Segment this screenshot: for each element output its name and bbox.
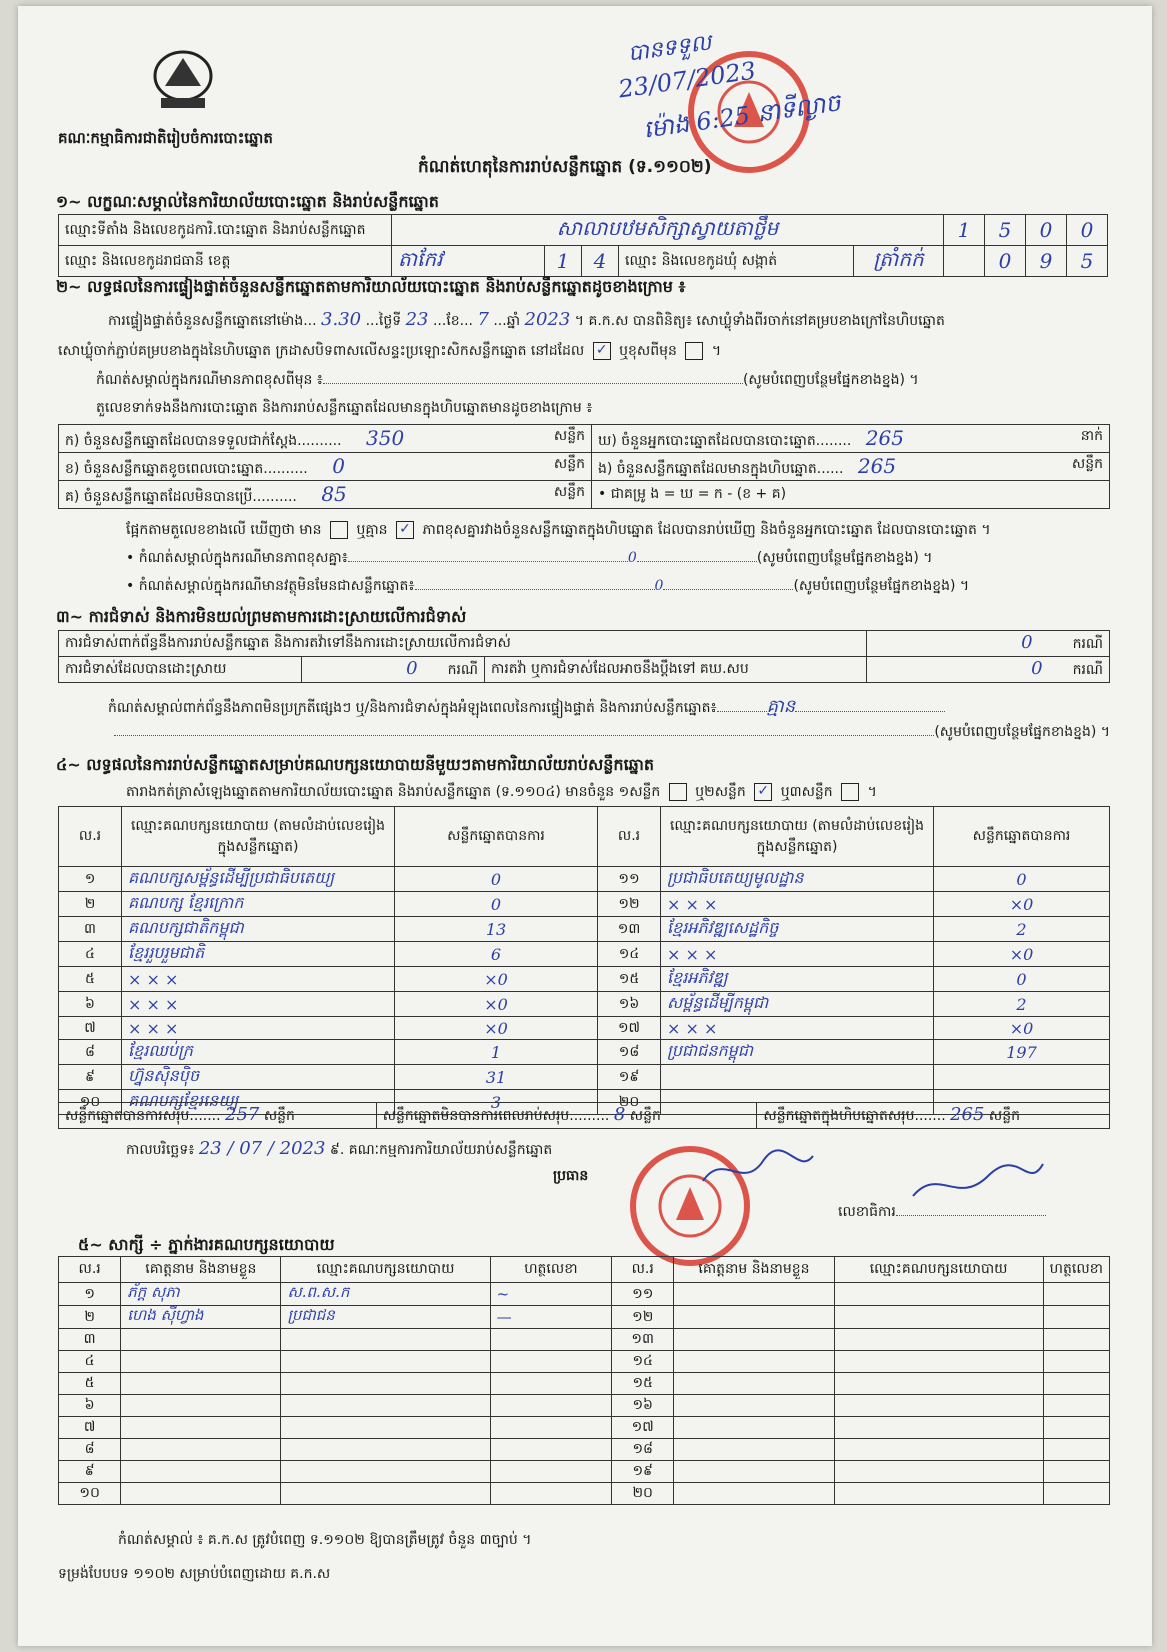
complaints-table: ការជំទាស់ពាក់ព័ន្ធនឹងការរាប់សន្លឹកឆ្នោត និងការតវ៉ាទៅនឹងការដោះស្រាយលើការជំទាស់ 0 ករណី ការជំទាស់ដែលបានដោះស្រាយ 0 ករណី ការតវ៉ា ឬការជំទាស់ដែលអាចនឹងប្តឹងទៅ គឃ.សប 0 ករណី — [58, 630, 1110, 683]
table-cell: ៧ — [59, 1017, 122, 1040]
table-cell — [674, 1373, 834, 1395]
table-cell: ស.ព.ស.ក — [281, 1283, 490, 1306]
province-label: ឈ្មោះ និងលេខកូដរាជធានី ខេត្ត — [59, 246, 392, 277]
table-cell — [674, 1439, 834, 1461]
table-cell — [674, 1483, 834, 1505]
table-row — [59, 1373, 1110, 1395]
table-cell — [661, 1065, 934, 1090]
table-row — [59, 1329, 1110, 1351]
note-different-line: កំណត់សម្គាល់ក្នុងករណីមានភាពខុសពីមុន ៖ (សូមបំពេញបន្ថែមផ្នែកខាងខ្នង) ។ — [96, 372, 919, 388]
table-cell: ខ្មែររួបរួមជាតិ — [122, 942, 395, 967]
table-cell: ១៧ — [598, 1017, 661, 1040]
table-cell: ៣ — [59, 1329, 121, 1351]
table-cell: ១៦ — [612, 1395, 674, 1417]
table-cell: ១៣ — [612, 1329, 674, 1351]
party-results-table: ល.រ ឈ្មោះគណបក្សនយោបាយ (តាមលំដាប់លេខរៀងក្នុងសន្លឹកឆ្នោត) សន្លឹកឆ្នោតបានការ ល.រ ឈ្មោះគណបក្សនយោបាយ (តាមលំដាប់លេខរៀងក្នុងសន្លឹកឆ្នោត) សន្លឹកឆ្នោតបានការ ១ គណបក្សសម្ព័ន្ធដើម្បីប្រជាធិបតេយ្យ 0 ១១ ប្រជាធិបតេយ្យមូលដ្ឋាន 0 ២ គណបក្ស ខ្មែរក្រោក 0 ១២ × × × ×0 ៣ គណបក្សជាតិកម្ពុជា 13 ១៣ ខ្មែរអភិវឌ្ឍសេដ្ឋកិច្ច 2 ៤ ខ្មែររួបរួមជាតិ 6 ១៤ × × × ×0 ៥ × × × ×0 ១៥ ខ្មែរអភិវឌ្ឍ 0 ៦ × × × ×0 ១៦ សម្ព័ន្ធដើម្បីកម្ពុជា 2 ៧ × × × ×0 ១៧ × × × ×0 ៨ ខ្មែរឈប់ក្រ 1 ១៨ ប្រជាជនកម្ពុជា 197 ៩ ហ្វ៊ុនស៊ិនប៉ិច 31 ១៩ ១០ គណបក្សខ្មែរនេយ្យ 3 ២០ — [58, 806, 1110, 1115]
table-cell — [121, 1417, 281, 1439]
table-cell: ១២ — [598, 892, 661, 917]
section-2-heading: ២~ លទ្ធផលនៃការផ្ទៀងផ្ទាត់ចំនួនសន្លឹកឆ្នោតតាមការិយាល័យបោះឆ្នោត និងរាប់សន្លឹកឆ្នោតដូចខាងក្រោម ៖ — [56, 277, 686, 296]
table-cell: ៩ — [59, 1461, 121, 1483]
table-cell — [1043, 1283, 1109, 1306]
table-cell — [121, 1483, 281, 1505]
table-cell — [281, 1395, 490, 1417]
received-time: ម៉ោង 6:25 នាទីល្ងាច — [641, 88, 843, 144]
table-cell — [490, 1395, 611, 1417]
table-cell — [674, 1395, 834, 1417]
table-cell — [121, 1395, 281, 1417]
table-cell — [834, 1351, 1043, 1373]
table-cell: ១៧ — [612, 1417, 674, 1439]
table-cell: ៨ — [59, 1439, 121, 1461]
secretary-signature — [908, 1156, 1048, 1216]
table-cell: ១៩ — [612, 1461, 674, 1483]
table-cell — [834, 1373, 1043, 1395]
table-cell — [1043, 1329, 1109, 1351]
table-cell — [1043, 1395, 1109, 1417]
table-cell: ២០ — [598, 1090, 661, 1115]
table-cell: 6 — [395, 942, 598, 967]
checkbox-1-page[interactable] — [669, 783, 687, 801]
table-cell: ×0 — [934, 942, 1110, 967]
table-cell: ១៣ — [598, 917, 661, 942]
irregularity-note: កំណត់សម្គាល់ពាក់ព័ន្ធនឹងភាពមិនប្រក្រតីផ្សេងៗ ឬ/និងការជំទាស់ក្នុងអំឡុងពេលនៃការផ្ទៀងផ្ទាត់ និងការរាប់សន្លឹកឆ្នោត៖ គ្មាន — [108, 694, 945, 721]
table-cell: ១០ — [59, 1483, 121, 1505]
table-cell: ៧ — [59, 1417, 121, 1439]
table-cell — [834, 1483, 1043, 1505]
table-cell: ៤ — [59, 1351, 121, 1373]
table-cell — [281, 1351, 490, 1373]
checkbox-different[interactable] — [685, 342, 703, 360]
table-cell — [1043, 1373, 1109, 1395]
table-cell: ប្រជាធិបតេយ្យមូលដ្ឋាន — [661, 867, 934, 892]
table-cell — [834, 1283, 1043, 1306]
section-5-heading: ៥~ សាក្សី ÷ ភ្នាក់ងារគណបក្សនយោបាយ — [78, 1235, 335, 1254]
table-cell: គណបក្សខ្មែរនេយ្យ — [122, 1090, 395, 1115]
secretary-line: លេខាធិការ — [838, 1202, 1046, 1223]
table-cell: ភ័ក្ត សុភា — [121, 1283, 281, 1306]
table-cell: × × × — [122, 992, 395, 1017]
polling-station-name: សាលាបឋមសិក្សាស្វាយតាថ្លឹម — [392, 215, 944, 246]
table-cell: ១៥ — [612, 1373, 674, 1395]
table-row — [59, 1461, 1110, 1483]
table-cell: ១០ — [59, 1090, 122, 1115]
table-row — [59, 1351, 1110, 1373]
table-cell: 2 — [934, 917, 1110, 942]
footer-note: កំណត់សម្គាល់ ៖ គ.ក.ស ត្រូវបំពេញ ទ.១១០២ ឱ្យបានត្រឹមត្រូវ ចំនួន ៣ច្បាប់ ។ — [118, 1532, 532, 1548]
table-cell — [281, 1483, 490, 1505]
table-cell: ហ្វ៊ុនស៊ិនប៉ិច — [122, 1065, 395, 1090]
table-cell: 0 — [395, 867, 598, 892]
table-cell: ១៤ — [598, 942, 661, 967]
seal-statement: សោឃ្លុំចាក់ភ្ជាប់គម្របខាងក្នុងនៃហិបឆ្នោត ក្រដាសបិទពាសលើសន្ទះប្រឡោះសិកសន្លឹកឆ្នោត នៅដដែល ✓ ឬខុសពីមុន ។ — [58, 342, 722, 359]
discrepancy-line: ផ្អែកតាមតួលេខខាងលើ ឃើញថា មាន ឬគ្មាន ✓ ភាពខុសគ្នារវាងចំនួនសន្លឹកឆ្នោតក្នុងហិបឆ្នោត ដែលបានរាប់ឃើញ និងចំនួនអ្នកបោះឆ្នោត ដែលបានបោះឆ្នោត ។ — [126, 521, 991, 538]
table-cell: គណបក្ស ខ្មែរក្រោក — [122, 892, 395, 917]
table-cell — [1043, 1351, 1109, 1373]
table-cell — [490, 1373, 611, 1395]
table-cell: ៤ — [59, 942, 122, 967]
table-cell — [281, 1329, 490, 1351]
table-row — [59, 992, 1110, 1017]
date-line: កាលបរិច្ឆេទ៖ 23 / 07 / 2023 ៩. គណៈកម្មការការិយាល័យរាប់សន្លឹកឆ្នោត — [126, 1138, 553, 1159]
table-cell: × × × — [122, 967, 395, 992]
irregularity-note-line2: (សូមបំពេញបន្ថែមផ្នែកខាងខ្នង) ។ — [58, 722, 1110, 743]
table-row — [59, 1439, 1110, 1461]
table-cell — [121, 1439, 281, 1461]
table-row — [59, 1483, 1110, 1505]
table-cell: ៩ — [59, 1065, 122, 1090]
table-cell: ២ — [59, 892, 122, 917]
table-cell — [674, 1329, 834, 1351]
table-cell: 31 — [395, 1065, 598, 1090]
table-cell — [834, 1329, 1043, 1351]
table-row — [59, 917, 1110, 942]
table-cell — [834, 1395, 1043, 1417]
table-cell: ខ្មែរអភិវឌ្ឍ — [661, 967, 934, 992]
checkbox-2-pages[interactable]: ✓ — [754, 783, 772, 801]
table-cell — [674, 1351, 834, 1373]
table-row — [59, 892, 1110, 917]
table-cell — [121, 1329, 281, 1351]
table-cell — [490, 1417, 611, 1439]
table-page-count: តារាងកត់ត្រាសំឡេងឆ្នោតតាមការិយាល័យបោះឆ្នោត និងរាប់សន្លឹកឆ្នោត (ទ.១១០៤) មានចំនួន ១សន្លឹក ឬ២សន្លឹក ✓ ឬ៣សន្លឹក ។ — [126, 783, 877, 800]
table-cell: ១៩ — [598, 1065, 661, 1090]
table-cell: 197 — [934, 1040, 1110, 1065]
table-row — [59, 1395, 1110, 1417]
table-row — [59, 1417, 1110, 1439]
received-date: 23/07/2023 — [616, 56, 758, 104]
form-title: កំណត់ហេតុនៃការរាប់សន្លឹកឆ្នោត (ទ.១១០២) — [418, 157, 712, 177]
table-row — [59, 1283, 1110, 1306]
chairman-label: ប្រធាន — [553, 1168, 589, 1184]
witness-table: ល.រ គោត្តនាម និងនាមខ្លួន ឈ្មោះគណបក្សនយោបាយ ហត្ថលេខា ល.រ គោត្តនាម និងនាមខ្លួន ឈ្មោះគណបក្សនយោបាយ ហត្ថលេខា ១ ភ័ក្ត សុភា ស.ព.ស.ក ~ ១១ ២ ហេង ស៊ីហ្វាង ប្រជាជន — ១២ ៣ ១៣ ៤ ១៤ ៥ ១៥ ៦ ១៦ ៧ ១៧ ៨ ១៨ ៩ ១៩ ១០ ២០ — [58, 1256, 1110, 1505]
table-cell: ១ — [59, 867, 122, 892]
section-3-heading: ៣~ ការជំទាស់ និងការមិនយល់ព្រមតាមការដោះស្រាយលើការជំទាស់ — [56, 607, 467, 626]
table-cell — [1043, 1439, 1109, 1461]
table-cell — [834, 1306, 1043, 1329]
table-cell: ១៨ — [612, 1439, 674, 1461]
table-cell: ខ្មែរអភិវឌ្ឍសេដ្ឋកិច្ច — [661, 917, 934, 942]
checkbox-as-before[interactable]: ✓ — [593, 342, 611, 360]
table-cell: 13 — [395, 917, 598, 942]
table-cell: ៦ — [59, 992, 122, 1017]
table-cell — [834, 1417, 1043, 1439]
table-cell: ២០ — [612, 1483, 674, 1505]
table-cell — [674, 1417, 834, 1439]
table-cell: — — [490, 1306, 611, 1329]
table-cell: × × × — [661, 892, 934, 917]
table-cell — [490, 1439, 611, 1461]
table-cell: ×0 — [934, 892, 1110, 917]
table-cell: 3 — [395, 1090, 598, 1115]
table-cell — [674, 1306, 834, 1329]
table-cell — [121, 1461, 281, 1483]
table-cell: សម្ព័ន្ធដើម្បីកម្ពុជា — [661, 992, 934, 1017]
table-cell — [1043, 1306, 1109, 1329]
table-cell — [1043, 1483, 1109, 1505]
table-cell — [490, 1461, 611, 1483]
table-cell: ៣ — [59, 917, 122, 942]
table-cell: ២ — [59, 1306, 121, 1329]
table-cell — [934, 1065, 1110, 1090]
table-cell — [490, 1483, 611, 1505]
table-cell — [1043, 1461, 1109, 1483]
table-row — [59, 1065, 1110, 1090]
ballot-count-table: ក) ចំនួនសន្លឹកឆ្នោតដែលបានទទួលជាក់ស្តែង.......... 350 សន្លឹក ឃ) ចំនួនអ្នកបោះឆ្នោតដែលបានបោះឆ្នោត........ 265 នាក់ ខ) ចំនួនសន្លឹកឆ្នោតខូចពេលបោះឆ្នោត.......... 0 សន្លឹក ង) ចំនួនសន្លឹកឆ្នោតដែលមានក្នុងហិបឆ្នោត...... 265 សន្លឹក គ) ចំនួនសន្លឹកឆ្នោតដែលមិនបានប្រើ.......... 85 សន្លឹក • ជាគម្រូ ង = ឃ = ក - (ខ + គ) — [58, 424, 1110, 509]
table-cell — [281, 1439, 490, 1461]
table-cell: គណបក្សសម្ព័ន្ធដើម្បីប្រជាធិបតេយ្យ — [122, 867, 395, 892]
table-cell: ៥ — [59, 1373, 121, 1395]
document-page — [18, 6, 1152, 1646]
footer-form: ទម្រង់បែបបទ ១១០២ សម្រាប់បំពេញដោយ គ.ក.ស — [58, 1566, 331, 1582]
table-row — [59, 1040, 1110, 1065]
table-cell — [281, 1373, 490, 1395]
polling-station-label: ឈ្មោះទីតាំង និងលេខកូដការិ.បោះឆ្នោត និងរាប់សន្លឹកឆ្នោត — [59, 215, 392, 246]
note-discrepancy-line: • កំណត់សម្គាល់ក្នុងករណីមានភាពខុសគ្នា៖ 0 (សូមបំពេញបន្ថែមផ្នែកខាងខ្នង) ។ — [126, 550, 933, 566]
table-cell: ៥ — [59, 967, 122, 992]
table-cell: ខ្មែរឈប់ក្រ — [122, 1040, 395, 1065]
table-cell: គណបក្សជាតិកម្ពុជា — [122, 917, 395, 942]
table-cell: ×0 — [395, 967, 598, 992]
table-row — [59, 942, 1110, 967]
table-cell: ១១ — [612, 1283, 674, 1306]
section-2-paragraph: ការផ្ទៀងផ្ទាត់ចំនួនសន្លឹកឆ្នោតនៅម៉ោង... 3.30 ...ថ្ងៃទី 23 ...ខែ... 7 ...ឆ្នាំ 2023 ។ គ.ក.ស បានពិនិត្យ៖ សោឃ្លុំទាំងពីរចាក់នៅគម្របខាងក្រៅនៃហិបឆ្នោត — [108, 309, 945, 330]
table-cell — [281, 1461, 490, 1483]
committee-logo — [143, 46, 223, 116]
table-cell: ×0 — [395, 992, 598, 1017]
note-material-line: • កំណត់សម្គាល់ក្នុងករណីមានវត្ថុមិនមែនជាសន្លឹកឆ្នោត៖ 0 (សូមបំពេញបន្ថែមផ្នែកខាងខ្នង) ។ — [126, 578, 970, 594]
table-cell: ១១ — [598, 867, 661, 892]
table-cell: ប្រជាជន — [281, 1306, 490, 1329]
table-cell: ១៨ — [598, 1040, 661, 1065]
table-cell — [674, 1283, 834, 1306]
table-cell: ១ — [59, 1283, 121, 1306]
table-cell — [121, 1373, 281, 1395]
table-cell: ហេង ស៊ីហ្វាង — [121, 1306, 281, 1329]
commune-name: ត្រាំកក់ — [873, 247, 924, 271]
section-4-heading: ៤~ លទ្ធផលនៃការរាប់សន្លឹកឆ្នោតសម្រាប់គណបក្សនយោបាយនីមួយៗតាមការិយាល័យរាប់សន្លឹកឆ្នោត — [56, 755, 655, 774]
table-cell: ១៦ — [598, 992, 661, 1017]
table-cell: 1 — [395, 1040, 598, 1065]
table-cell: ~ — [490, 1283, 611, 1306]
table-cell — [281, 1417, 490, 1439]
table-cell: × × × — [661, 1017, 934, 1040]
table-cell: × × × — [661, 942, 934, 967]
count-intro: តួលេខទាក់ទងនឹងការបោះឆ្នោត និងការរាប់សន្លឹកឆ្នោតដែលមានក្នុងហិបឆ្នោតមានដូចខាងក្រោម ៖ — [96, 400, 593, 416]
table-cell: 0 — [934, 867, 1110, 892]
table-row — [59, 967, 1110, 992]
table-cell: ×0 — [934, 1017, 1110, 1040]
table-cell: ប្រជាជនកម្ពុជា — [661, 1040, 934, 1065]
table-cell: ៨ — [59, 1040, 122, 1065]
chairman-signature — [698, 1146, 818, 1196]
table-cell: ៦ — [59, 1395, 121, 1417]
table-cell: 2 — [934, 992, 1110, 1017]
table-cell: ×0 — [395, 1017, 598, 1040]
table-cell — [834, 1461, 1043, 1483]
table-cell — [1043, 1417, 1109, 1439]
table-cell — [674, 1461, 834, 1483]
table-cell — [490, 1351, 611, 1373]
table-row — [59, 867, 1110, 892]
table-cell: 0 — [395, 892, 598, 917]
received-note: បានទទួល — [626, 30, 713, 67]
table-row — [59, 1017, 1110, 1040]
table-row — [59, 1306, 1110, 1329]
section-1-table: ឈ្មោះទីតាំង និងលេខកូដការិ.បោះឆ្នោត និងរាប់សន្លឹកឆ្នោត សាលាបឋមសិក្សាស្វាយតាថ្លឹម 1 5 0 0 ឈ្មោះ និងលេខកូដរាជធានី ខេត្ត តាកែវ 1 4 ឈ្មោះ និងលេខកូដឃុំ សង្កាត់ ត្រាំកក់ 0 9 5 — [58, 214, 1108, 277]
table-cell: × × × — [122, 1017, 395, 1040]
checkbox-3-pages[interactable] — [841, 783, 859, 801]
table-cell: ១២ — [612, 1306, 674, 1329]
totals-row: សន្លឹកឆ្នោតបានការសរុប....... 257 សន្លឹក សន្លឹកឆ្នោតមិនបានការពេលរាប់សរុប......... 8 សន្លឹក សន្លឹកឆ្នោតក្នុងហិបឆ្នោតសរុប....... 265 សន្លឹក — [58, 1102, 1110, 1129]
table-cell: 0 — [934, 967, 1110, 992]
table-cell: ១៥ — [598, 967, 661, 992]
section-1-heading: ១~ លក្ខណៈសម្គាល់នៃការិយាល័យបោះឆ្នោត និងរាប់សន្លឹកឆ្នោត — [56, 192, 439, 211]
table-cell — [121, 1351, 281, 1373]
table-cell — [834, 1439, 1043, 1461]
table-cell: ១៤ — [612, 1351, 674, 1373]
commune-label: ឈ្មោះ និងលេខកូដឃុំ សង្កាត់ — [619, 246, 854, 276]
province-name: តាកែវ — [392, 246, 545, 276]
committee-name: គណៈកម្មាធិការជាតិរៀបចំការបោះឆ្នោត — [58, 129, 273, 147]
table-cell — [490, 1329, 611, 1351]
checkbox-has[interactable] — [330, 521, 348, 539]
checkbox-none[interactable]: ✓ — [396, 521, 414, 539]
